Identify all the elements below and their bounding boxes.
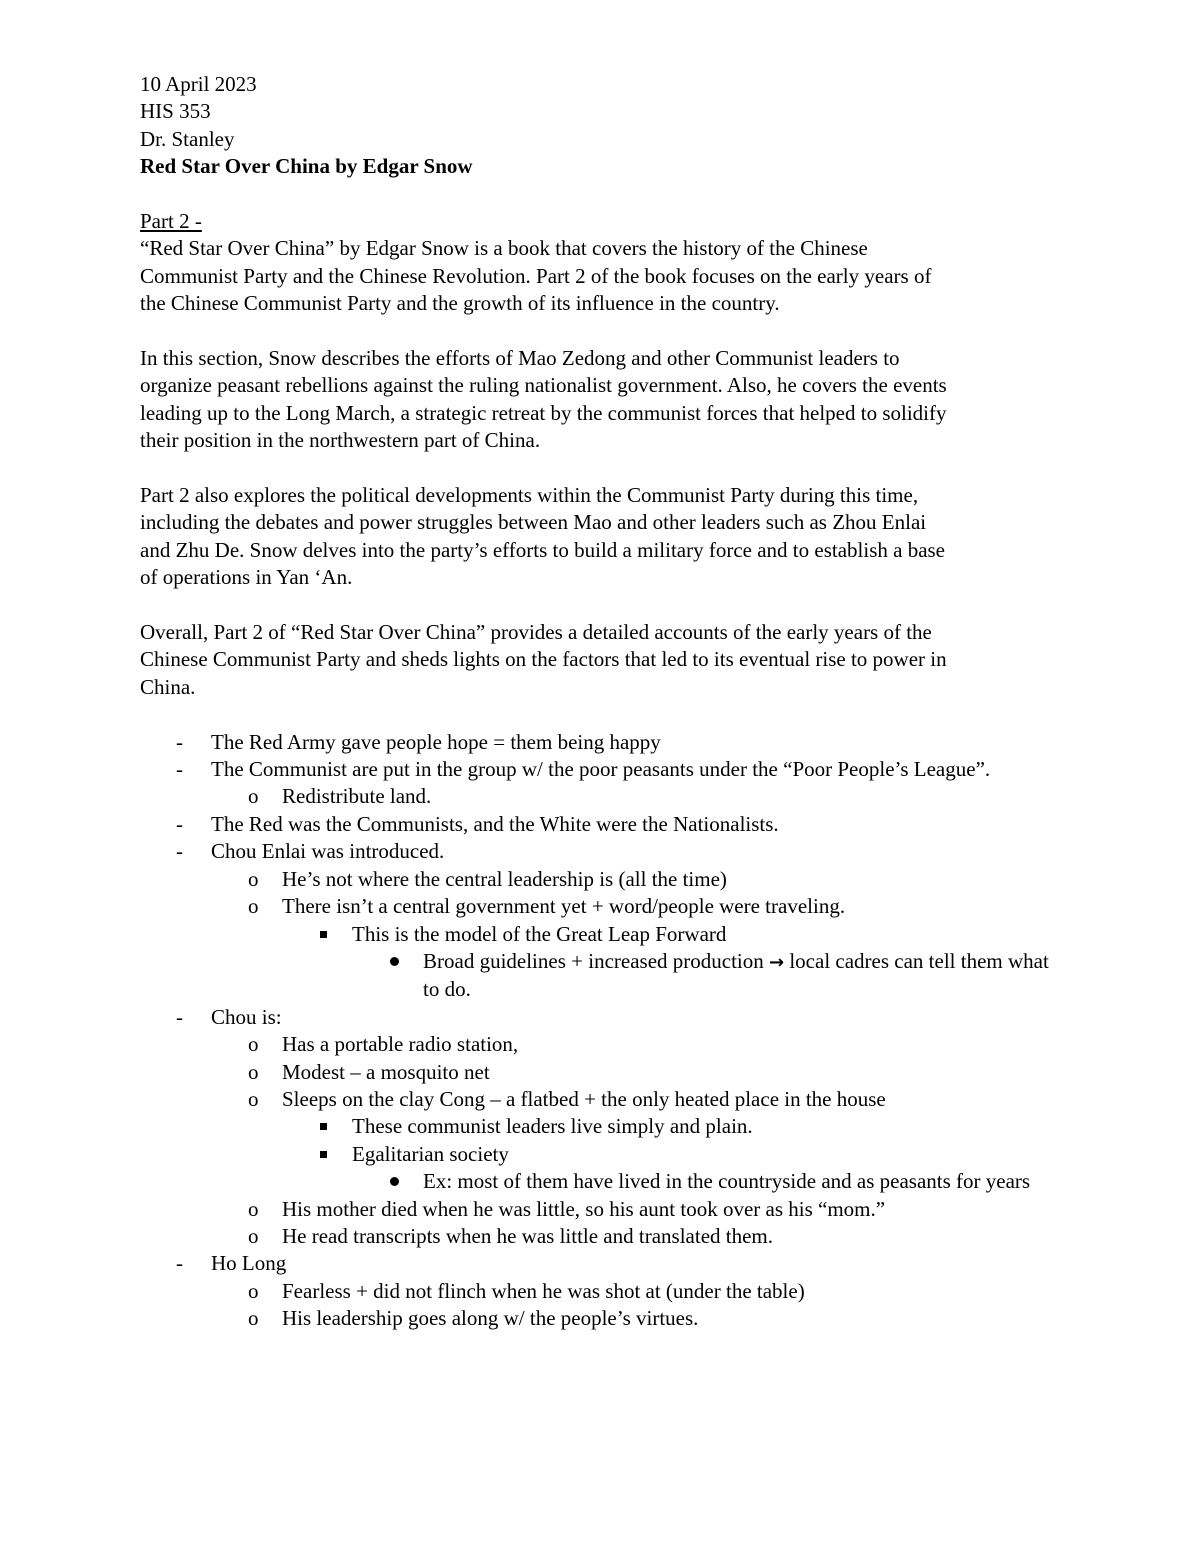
circle-bullet-icon: o: [248, 1059, 259, 1084]
square-bullet-icon: [320, 1123, 327, 1130]
list-item: [140, 729, 1060, 756]
circle-bullet-icon: o: [248, 1086, 259, 1111]
notes-list: [140, 729, 1060, 1333]
paragraph-line: “Red Star Over China” by Edgar Snow is a book that covers the history of the Chinese: [140, 236, 868, 261]
circle-bullet-icon: o: [248, 1196, 259, 1221]
list-item-text: Modest – a mosquito net: [282, 1059, 490, 1084]
paragraph: [140, 482, 1060, 592]
list-item-text: There isn’t a central government yet + word/people were traveling.: [282, 894, 846, 919]
list-item-text: Has a portable radio station,: [282, 1032, 519, 1057]
paragraph-line: the Chinese Communist Party and the growth of its influence in the country.: [140, 291, 780, 316]
document-page: [140, 71, 1060, 1333]
square-bullet-icon: [320, 931, 327, 938]
paragraph-line: leading up to the Long March, a strategic retreat by the communist forces that helped to solidify: [140, 400, 947, 425]
list-item: [140, 811, 1060, 838]
list-item: [140, 783, 1060, 810]
list-item: [140, 948, 1060, 1004]
list-item: [140, 1223, 1060, 1250]
list-item: [140, 893, 1060, 920]
list-item-text: This is the model of the Great Leap Forward: [352, 921, 727, 946]
dash-bullet-icon: -: [176, 757, 183, 782]
list-item: [140, 1196, 1060, 1223]
paragraph-line: Overall, Part 2 of “Red Star Over China” provides a detailed accounts of the early years of the: [140, 620, 932, 645]
circle-bullet-icon: o: [248, 894, 259, 919]
list-item: [140, 921, 1060, 948]
list-item: [140, 1086, 1060, 1113]
spacer: [140, 455, 1060, 482]
dash-bullet-icon: -: [176, 811, 183, 836]
circle-bullet-icon: o: [248, 1278, 259, 1303]
list-item-text: The Red was the Communists, and the White were the Nationalists.: [211, 811, 779, 836]
paragraph-line: and Zhu De. Snow delves into the party’s efforts to build a military force and to establish a base: [140, 537, 946, 562]
list-item-text: Egalitarian society: [352, 1141, 509, 1166]
paragraph-line: organize peasant rebellions against the ruling nationalist government. Also, he covers the events: [140, 373, 947, 398]
document-title: Red Star Over China by Edgar Snow: [140, 154, 473, 179]
list-item-text: Redistribute land.: [282, 784, 432, 809]
list-item-text: He read transcripts when he was little and translated them.: [282, 1223, 773, 1248]
paragraph-line: Chinese Communist Party and sheds lights on the factors that led to its eventual rise to power in: [140, 647, 947, 672]
list-item-text: [140, 948, 1060, 1004]
course-line: HIS 353: [140, 99, 211, 124]
circle-bullet-icon: o: [248, 866, 259, 891]
list-item: [140, 838, 1060, 865]
instructor-line: Dr. Stanley: [140, 126, 235, 151]
list-item: [140, 1113, 1060, 1140]
paragraph: [140, 345, 1060, 455]
circle-bullet-icon: o: [248, 784, 259, 809]
list-item: [140, 1278, 1060, 1305]
spacer: [140, 318, 1060, 345]
dash-bullet-icon: -: [176, 839, 183, 864]
section-heading: Part 2 -: [140, 209, 202, 234]
list-item-text: Chou Enlai was introduced.: [211, 839, 445, 864]
circle-bullet-icon: o: [248, 1032, 259, 1057]
paragraph-line: Part 2 also explores the political developments within the Communist Party during this time,: [140, 483, 919, 508]
list-item: [140, 1250, 1060, 1277]
circle-bullet-icon: o: [248, 1223, 259, 1248]
list-item-text: Ex: most of them have lived in the countryside and as peasants for years: [423, 1169, 1031, 1194]
list-item: [140, 1059, 1060, 1086]
dot-bullet-icon: [390, 957, 399, 966]
list-item: [140, 1305, 1060, 1332]
right-arrow-icon: →: [769, 951, 785, 973]
square-bullet-icon: [320, 1151, 327, 1158]
list-item: [140, 1004, 1060, 1031]
list-item-text: His leadership goes along w/ the people’s virtues.: [282, 1306, 699, 1331]
list-item-text: These communist leaders live simply and plain.: [352, 1114, 753, 1139]
paragraph-line: of operations in Yan ‘An.: [140, 565, 353, 590]
list-item: [140, 756, 1060, 783]
list-item-text: Chou is:: [211, 1004, 282, 1029]
list-item-text: His mother died when he was little, so his aunt took over as his “mom.”: [282, 1196, 886, 1221]
paragraph: [140, 235, 1060, 317]
list-item-text: He’s not where the central leadership is (all the time): [282, 866, 727, 891]
paragraph-line: In this section, Snow describes the efforts of Mao Zedong and other Communist leaders to: [140, 346, 900, 371]
spacer: [140, 592, 1060, 619]
paragraph-line: Communist Party and the Chinese Revolution. Part 2 of the book focuses on the early years of: [140, 263, 932, 288]
list-item: [140, 866, 1060, 893]
paragraph-line: their position in the northwestern part of China.: [140, 428, 541, 453]
list-item: [140, 1168, 1060, 1195]
circle-bullet-icon: o: [248, 1306, 259, 1331]
list-item-text: The Red Army gave people hope = them being happy: [211, 729, 661, 754]
paragraph-line: China.: [140, 674, 196, 699]
paragraph-line: including the debates and power struggles between Mao and other leaders such as Zhou Enlai: [140, 510, 927, 535]
list-item-text-part: local cadres can tell them what to do.: [423, 948, 1049, 1002]
list-item-text: Sleeps on the clay Cong – a flatbed + the only heated place in the house: [282, 1086, 886, 1111]
date-line: 10 April 2023: [140, 72, 257, 96]
list-item: [140, 1031, 1060, 1058]
list-item-text: Fearless + did not flinch when he was shot at (under the table): [282, 1278, 805, 1303]
spacer: [140, 181, 1060, 208]
spacer: [140, 701, 1060, 728]
list-item: [140, 1141, 1060, 1168]
list-item-text: The Communist are put in the group w/ the poor peasants under the “Poor People’s League”.: [211, 757, 991, 782]
dash-bullet-icon: -: [176, 1251, 183, 1276]
paragraph: [140, 619, 1060, 701]
dash-bullet-icon: -: [176, 729, 183, 754]
list-item-text: Ho Long: [211, 1251, 287, 1276]
list-item-text-part: Broad guidelines + increased production: [423, 948, 764, 973]
dash-bullet-icon: -: [176, 1004, 183, 1029]
